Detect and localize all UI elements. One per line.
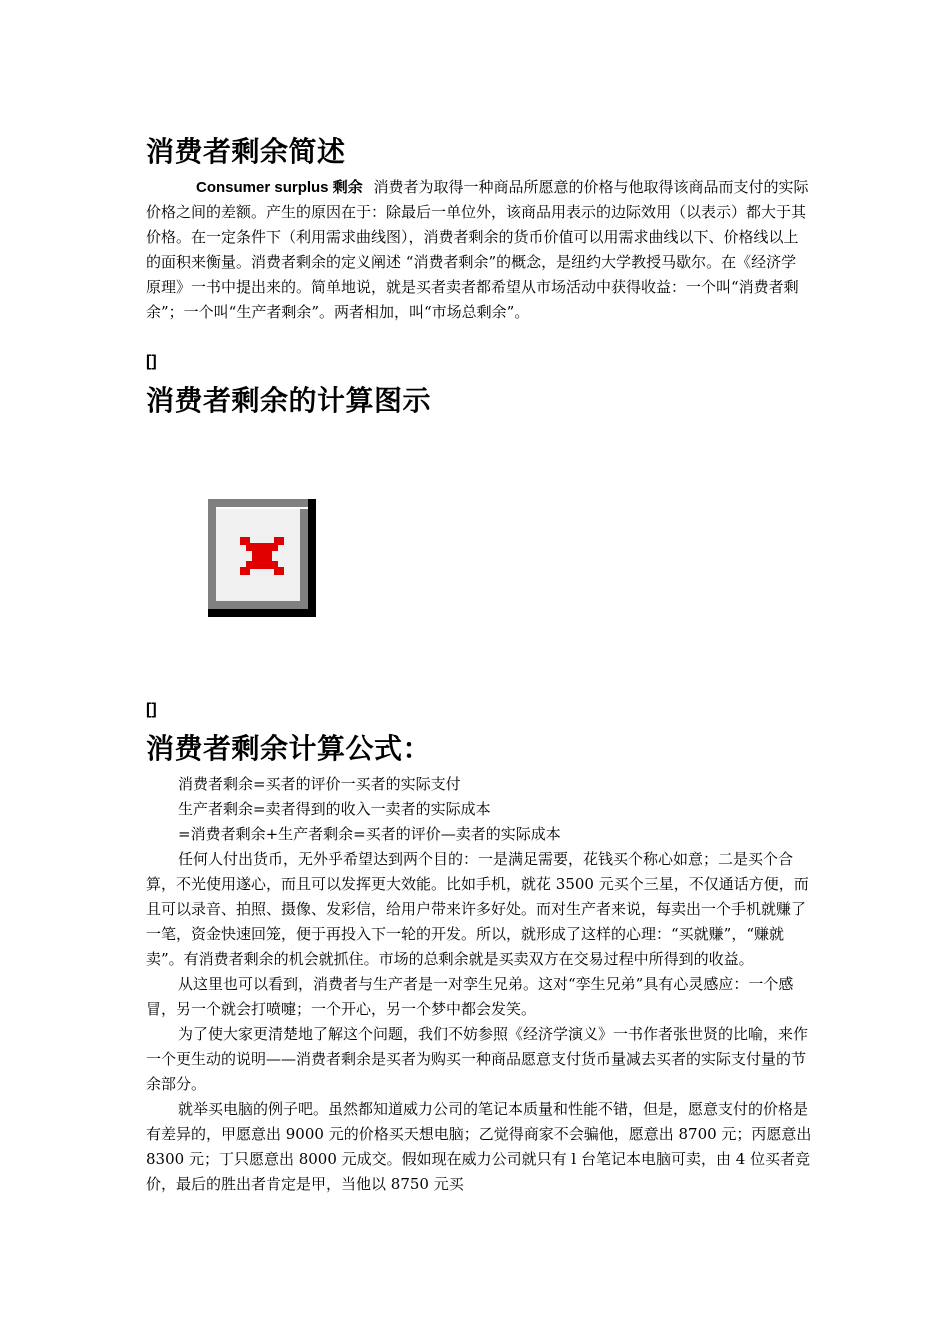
intro-paragraph <box>146 175 811 325</box>
body-paragraph-2: 从这里也可以看到，消费者与生产者是一对孪生兄弟。这对“孪生兄弟”具有心灵感应：一个感冒，另一个就会打喷嚏；一个开心，另一个梦中都会发笑。 <box>146 975 794 1018</box>
section-marker-1: [] <box>146 353 157 370</box>
body-paragraph-3: 为了使大家更清楚地了解这个问题，我们不妨参照《经济学演义》一书作者张世贤的比喻，来作一个更生动的说明——消费者剩余是买者为购买一种商品愿意支付货币量减去买者的实际支付量的节余部分。 <box>146 1025 809 1093</box>
heading-calculation-formula: 消费者剩余计算公式： <box>146 732 432 765</box>
intro-term: Consumer surplus 剩余 <box>196 179 363 196</box>
body-paragraph-4: 就举买电脑的例子吧。虽然都知道威力公司的笔记本质量和性能不错，但是，愿意支付的价格是有差异的，甲愿意出 9000 元的价格买天想电脑；乙觉得商家不会骗他，愿意出 8700 元；丙愿意出 8300 元；丁只愿意出 8000 元成交。假如现在威力公司就只有 l 台笔记本电脑可卖，由 4 位买者竞价，最后的胜出者肯定是甲，当他以 8750 元买 <box>146 1100 812 1193</box>
heading-calculation-diagram: 消费者剩余的计算图示 <box>146 384 432 417</box>
body-paragraph-1: 任何人付出货币，无外乎希望达到两个目的：一是满足需要，花钱买个称心如意；二是买个合算，不光使用遂心，而且可以发挥更大效能。比如手机，就花 3500 元买个三星，不仅通话方便，而且可以录音、拍照、摄像、发彩信，给用户带来许多好处。而对生产者来说，每卖出一个手机就赚了一笔，资金快速回笼，便于再投入下一轮的开发。所以，就形成了这样的心理：“买就赚”，“赚就卖”。有消费者剩余的机会就抓住。市场的总剩余就是买卖双方在交易过程中所得到的收益。 <box>146 850 809 968</box>
intro-text: 消费者为取得一种商品所愿意的价格与他取得该商品而支付的实际价格之间的差额。产生的原因在于：除最后一单位外，该商品用表示的边际效用（以表示）都大于其价格。在一定条件下（利用需求曲线图），消费者剩余的货币价值可以用需求曲线以下、价格线以上的面积来衡量。消费者剩余的定义阐述 “消费者剩余”的概念，是纽约大学教授马歇尔。在《经济学原理》一书中提出来的。简单地说，就是买者卖者都希望从市场活动中获得收益：一个叫“消费者剩余”；一个叫“生产者剩余”。两者相加，叫“市场总剩余”。 <box>146 178 809 321</box>
section-marker-2: [] <box>146 701 157 718</box>
formula-and-body <box>146 772 818 1197</box>
formula-consumer: 消费者剩余=买者的评价一买者的实际支付 <box>178 775 461 793</box>
formula-producer: 生产者剩余=卖者得到的收入一卖者的实际成本 <box>178 800 491 818</box>
formula-total: =消费者剩余+生产者剩余=买者的评价—卖者的实际成本 <box>178 825 561 843</box>
broken-image-icon <box>208 499 316 617</box>
heading-consumer-surplus-overview: 消费者剩余简述 <box>146 135 346 168</box>
